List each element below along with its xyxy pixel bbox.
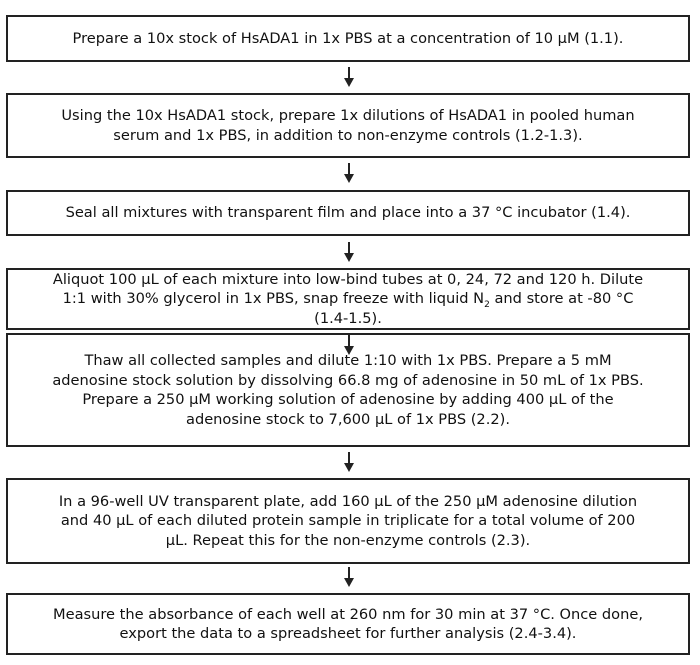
step-5-text: Thaw all collected samples and dilute 1:10 with 1x PBS. Prepare a 5 mM adenosine stock solution by dissolving 66.8 mg of adenosine in 50 mL of 1x PBS. Prepare a 250 µM working solution of adenosine by adding 400 µL of the adenosine stock to 7,600 µL of 1x PBS (2.2). [52, 352, 644, 428]
step-1-box [6, 15, 690, 62]
step-7-box [6, 593, 690, 655]
step-5-box [6, 333, 690, 447]
step-6-text: In a 96-well UV transparent plate, add 160 µL of the 250 µM adenosine dilution and 40 µL of each diluted protein sample in triplicate for a total volume of 200 µL. Repeat this for the non-enzyme controls (2.3). [58, 492, 638, 549]
arrow-5-icon [342, 452, 356, 472]
step-6-box [6, 478, 690, 564]
arrow-3-icon [342, 242, 356, 262]
arrow-1-icon [342, 67, 356, 87]
step-3-box [6, 190, 690, 236]
step-2-text: Using the 10x HsADA1 stock, prepare 1x dilutions of HsADA1 in pooled human serum and 1x PBS, in addition to non-enzyme controls (1.2-1.3). [61, 107, 635, 144]
step-4-box [6, 268, 690, 330]
step-4-text: Aliquot 100 µL of each mixture into low-bind tubes at 0, 24, 72 and 120 h. Dilute 1:1 with 30% glycerol in 1x PBS, snap freeze with liquid $N_2$ and store at -80 °C (1.4-1.5). [52, 270, 644, 327]
step-3-text: Seal all mixtures with transparent film and place into a 37 °C incubator (1.4). [65, 204, 631, 222]
arrow-6-icon [342, 567, 356, 587]
step-1-text: Prepare a 10x stock of HsADA1 in 1x PBS at a concentration of 10 µM (1.1). [72, 29, 624, 47]
step-7-text: Measure the absorbance of each well at 260 nm for 30 min at 37 °C. Once done, export the data to a spreadsheet for further analysis (2.4-3.4). [53, 605, 643, 642]
step-2-box [6, 93, 690, 158]
arrow-2-icon [342, 163, 356, 183]
